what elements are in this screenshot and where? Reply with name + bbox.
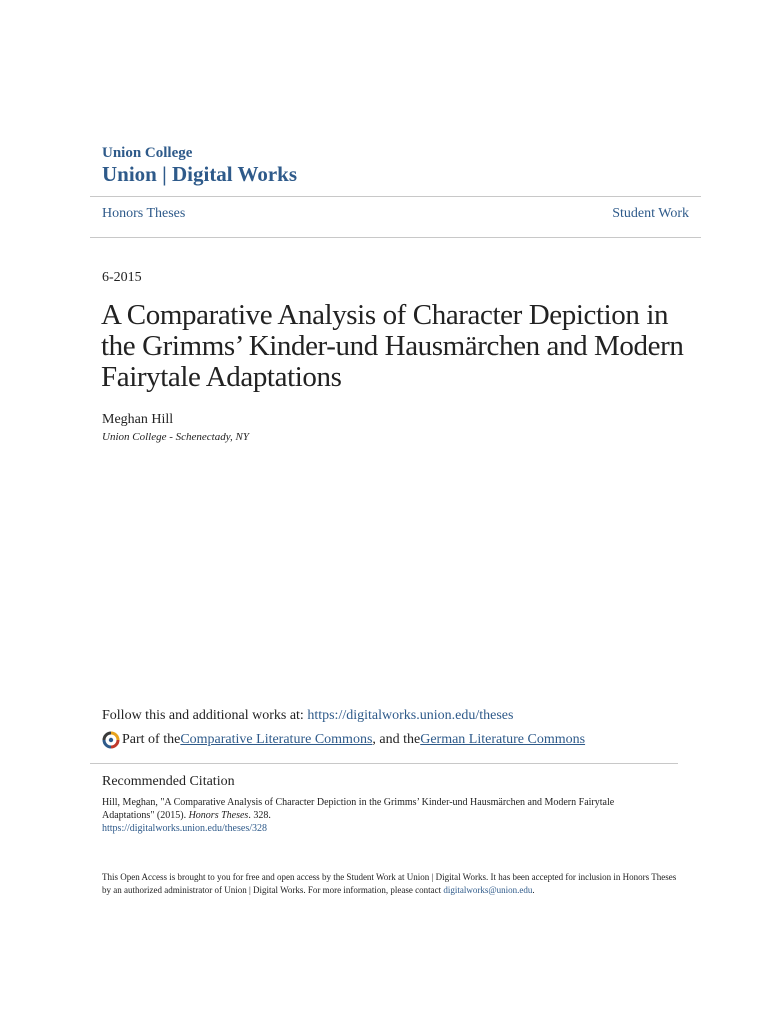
- citation-divider: [90, 763, 678, 764]
- german-literature-commons-link[interactable]: German Literature Commons: [420, 732, 586, 747]
- citation-text-start: Hill, Meghan, "A Comparative Analysis of Character Depiction in the Grimms’ Kinder-und Hausmärchen and Modern Fairytale Adaptations" (2015).: [102, 797, 615, 821]
- collection-link[interactable]: Honors Theses: [102, 206, 186, 221]
- follow-line: [102, 708, 513, 724]
- citation-text-end: . 328.: [248, 810, 271, 821]
- citation-url-link[interactable]: https://digitalworks.union.edu/theses/328: [102, 823, 267, 834]
- notice-text: This Open Access is brought to you for free and open access by the Student Work at Union | Digital Works. It has been accepted for inclusion in Honors Theses by an authorized administrator of Union | Digital Works. For more information, please contact: [102, 872, 677, 895]
- header-divider-bottom: [90, 237, 701, 238]
- repository-name[interactable]: Union | Digital Works: [102, 162, 298, 186]
- part-of-middle: , and the: [372, 732, 421, 747]
- header-divider-top: [90, 196, 701, 197]
- citation-block: [102, 796, 662, 835]
- institution-name[interactable]: Union College: [102, 145, 193, 161]
- publication-date: 6-2015: [102, 270, 142, 285]
- notice-end: .: [532, 885, 535, 895]
- parent-collection-link[interactable]: Student Work: [612, 206, 689, 221]
- citation-series: Honors Theses: [188, 810, 249, 821]
- author-affiliation: Union College - Schenectady, NY: [102, 431, 249, 443]
- repository-header: [102, 144, 297, 186]
- paper-title: A Comparative Analysis of Character Depiction in the Grimms’ Kinder-und Hausmärchen and Modern Fairytale Adaptations: [101, 299, 684, 393]
- contact-email-link[interactable]: digitalworks@union.edu: [443, 885, 533, 895]
- comparative-literature-commons-link[interactable]: Comparative Literature Commons: [180, 732, 373, 747]
- part-of-prefix: Part of the: [122, 732, 181, 747]
- follow-url-link[interactable]: https://digitalworks.union.edu/theses: [307, 708, 514, 723]
- open-access-notice: [102, 871, 682, 897]
- follow-prefix: Follow this and additional works at:: [102, 708, 308, 723]
- network-icon: [102, 731, 120, 749]
- part-of-line: [102, 731, 585, 749]
- author-name: Meghan Hill: [102, 412, 174, 427]
- recommended-citation-heading: Recommended Citation: [102, 774, 235, 789]
